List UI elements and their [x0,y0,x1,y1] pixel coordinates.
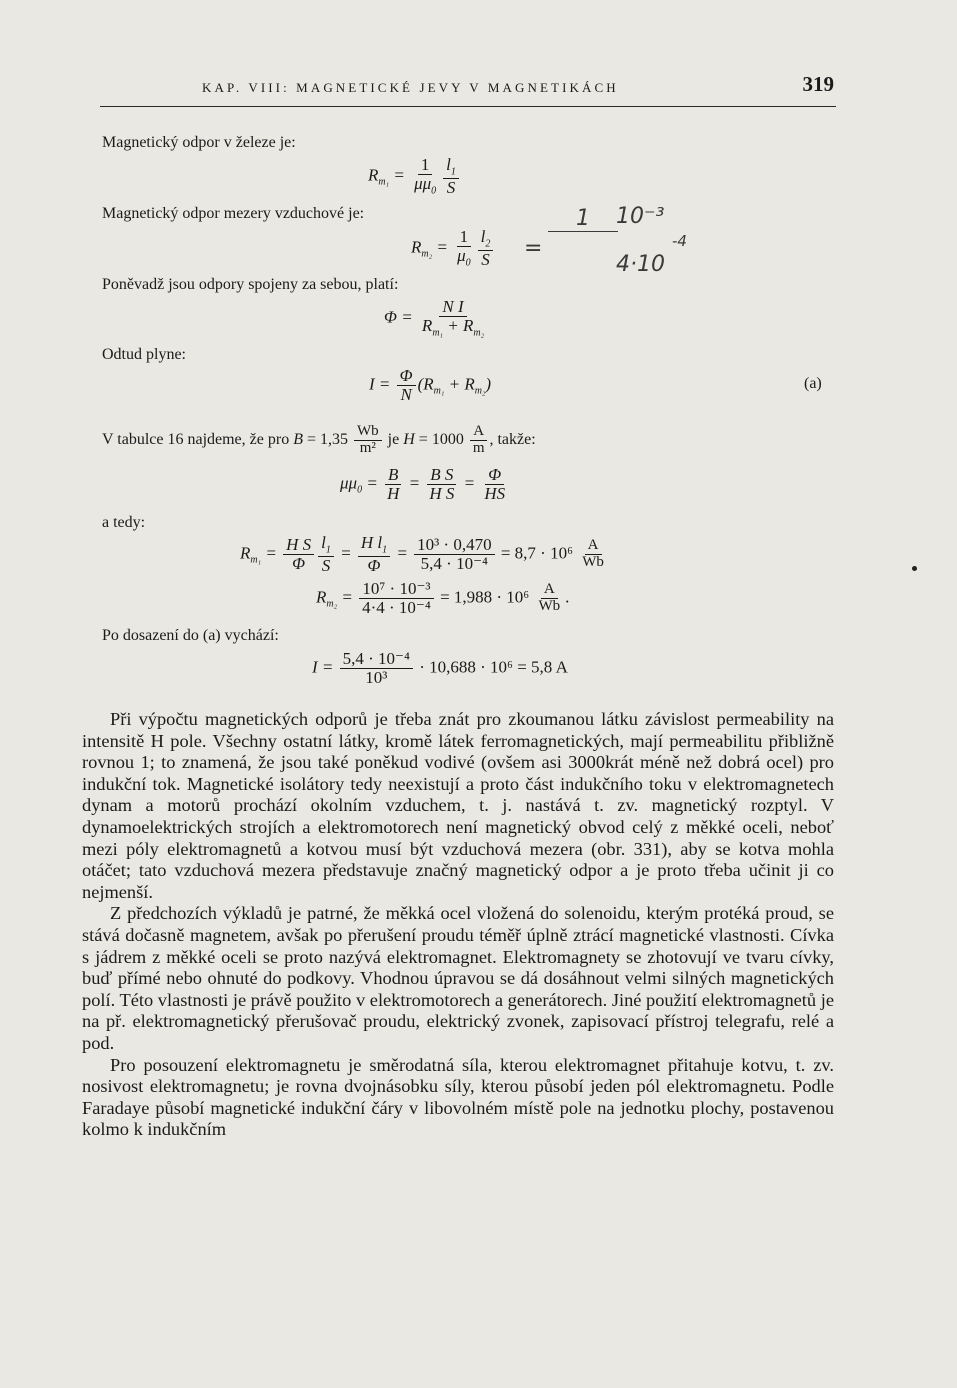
handwritten-fraction: 1 [548,206,618,232]
handwritten-denominator: 4·10 [616,252,665,277]
page-number: 319 [802,72,834,96]
margin-mark [912,566,917,571]
equation-rm2-value: $R_{m_2}$ = $\frac{\text{10⁷ · 10⁻³}}{\text{4·4 · 10⁻⁴}}$ = 1,988 · 10⁶ $\frac{A}{Wb}$ . [316,579,570,617]
equation-flux: Φ = $\frac{\text{N I}}{R_{m_1} + R_{m_2}}$ [384,297,485,339]
body-text [82,709,834,1141]
label-and-so: a tedy: [102,514,146,531]
label-series-connection: Poněvadž jsou odpory spojeny za sebou, platí: [102,276,399,293]
equation-current-result: I = $\frac{\text{5,4 · 10⁻⁴}}{\text{10³}}$ · 10,688 · 10⁶ = 5,8 A [312,649,568,687]
paragraph-lifting-force: Pro posouzení elektromagnetu je směrodatná síla, kterou elektromagnet přitahuje kotvu, t. zv. nosivost elektromagnetu; je rovna dvojnásobku síly, kterou působí jeden pól elektromagnetu. Podle Faradaye působí magnetické indukční čáry v libovolném místě pole na jednotku plochy, postavenou kolmo k indukčním [82,1054,834,1140]
page-header [100,72,836,107]
label-therefore: Odtud plyne: [102,346,186,363]
paragraph-permeability: Při výpočtu magnetických odporů je třeba znát pro zkoumanou látku závislost permeability na intensitě H pole. Všechny ostatní látky, kromě látek ferromagnetických, mají permeabilitu přibližně rovnou 1; to znamená, že jsou také poněkud vodivé (ovšem asi 3000krát méně než dobrá ocel) pro indukční tok. Magnetické isolátory tedy neexistují a proto část indukčního toku v elektromagnetech dynam a motorů prochází okolním vzduchem, t. j. nastává t. zv. magnetický rozptyl. V dynamoelektrických strojích a elektromotorech není magnetický obvod celý z měkké oceli, neboť mezi póly elektromagnetů a kotvou musí být vzduchová mezera (obr. 331), aby se kotva mohla otáčet; tato vzduchová mezera představuje značný magnetický odpor a je proto třeba učinit ji co nejmenší. [82,709,834,902]
equation-permeability: $\mu\mu_0$ = $\frac{B}{H}$ = $\frac{\text{B S}}{\text{H S}}$ = $\frac{\Phi}{HS}$ [340,465,506,503]
label-substitution: Po dosazení do (a) vychází: [102,627,279,644]
equation-rm2-definition: $R_{m_2}$ = $\frac{1}{\mu_0}$ $\frac{l_2}{S}$ [411,228,495,269]
handwritten-equals: = [524,236,543,261]
handwritten-exp-top: 10⁻³ [616,204,665,229]
handwritten-exp-bottom: -4 [672,232,687,250]
equation-current: I = $\frac{\Phi}{N}$ $(R_{m_1} + R_{m_2})$ [369,366,492,404]
running-head: KAP. VIII: MAGNETICKÉ JEVY V MAGNETIKÁCH [202,80,619,95]
equation-rm1-value: $R_{m_1}$ = $\frac{\text{H S}}{\Phi}$ $\frac{l_1}{S}$ = $\frac{H l_1}{\Phi}$ = $\frac{\text{10³ · 0,470}}{\text{5,4 · 10⁻⁴}}$ = 8,7 · 10⁶ $\frac{A}{Wb}$ [240,533,604,575]
label-air-gap-reluctance: Magnetický odpor mezery vzduchové je: [102,205,365,222]
equation-rm1-definition: $R_{m_1}$ = $\frac{1}{\mu\mu_0}$ $\frac{l_1}{S}$ [368,156,461,197]
label-table-lookup: V tabulce 16 najdeme, že pro B = 1,35 $\frac{Wb}{\text{m²}}$ je H = 1000 $\frac{A}{m}$ , takže: [102,423,536,456]
equation-number: (a) [804,375,822,392]
label-iron-reluctance: Magnetický odpor v železe je: [102,134,296,151]
paragraph-electromagnet: Z předchozích výkladů je patrné, že měkká ocel vložená do solenoidu, kterým protéká proud, se stává dočasně magnetem, avšak po přerušení proudu téměř úplně ztrácí magnetické vlastnosti. Cívka s jádrem z měkké oceli se proto nazývá elektromagnet. Elektromagnety se zhotovují ve tvaru cívky, buď přímé nebo ohnuté do podkovy. Vhodnou úpravou se dá dosáhnout velmi silných magnetických polí. Této vlastnosti je právě použito v elektromotorech a generátorech. Jiné použití elektromagnetů je na př. elektromagnetický přerušovač proudu, elektrický zvonek, zapisovací přístroj telegrafu, relé a pod. [82,903,834,1053]
